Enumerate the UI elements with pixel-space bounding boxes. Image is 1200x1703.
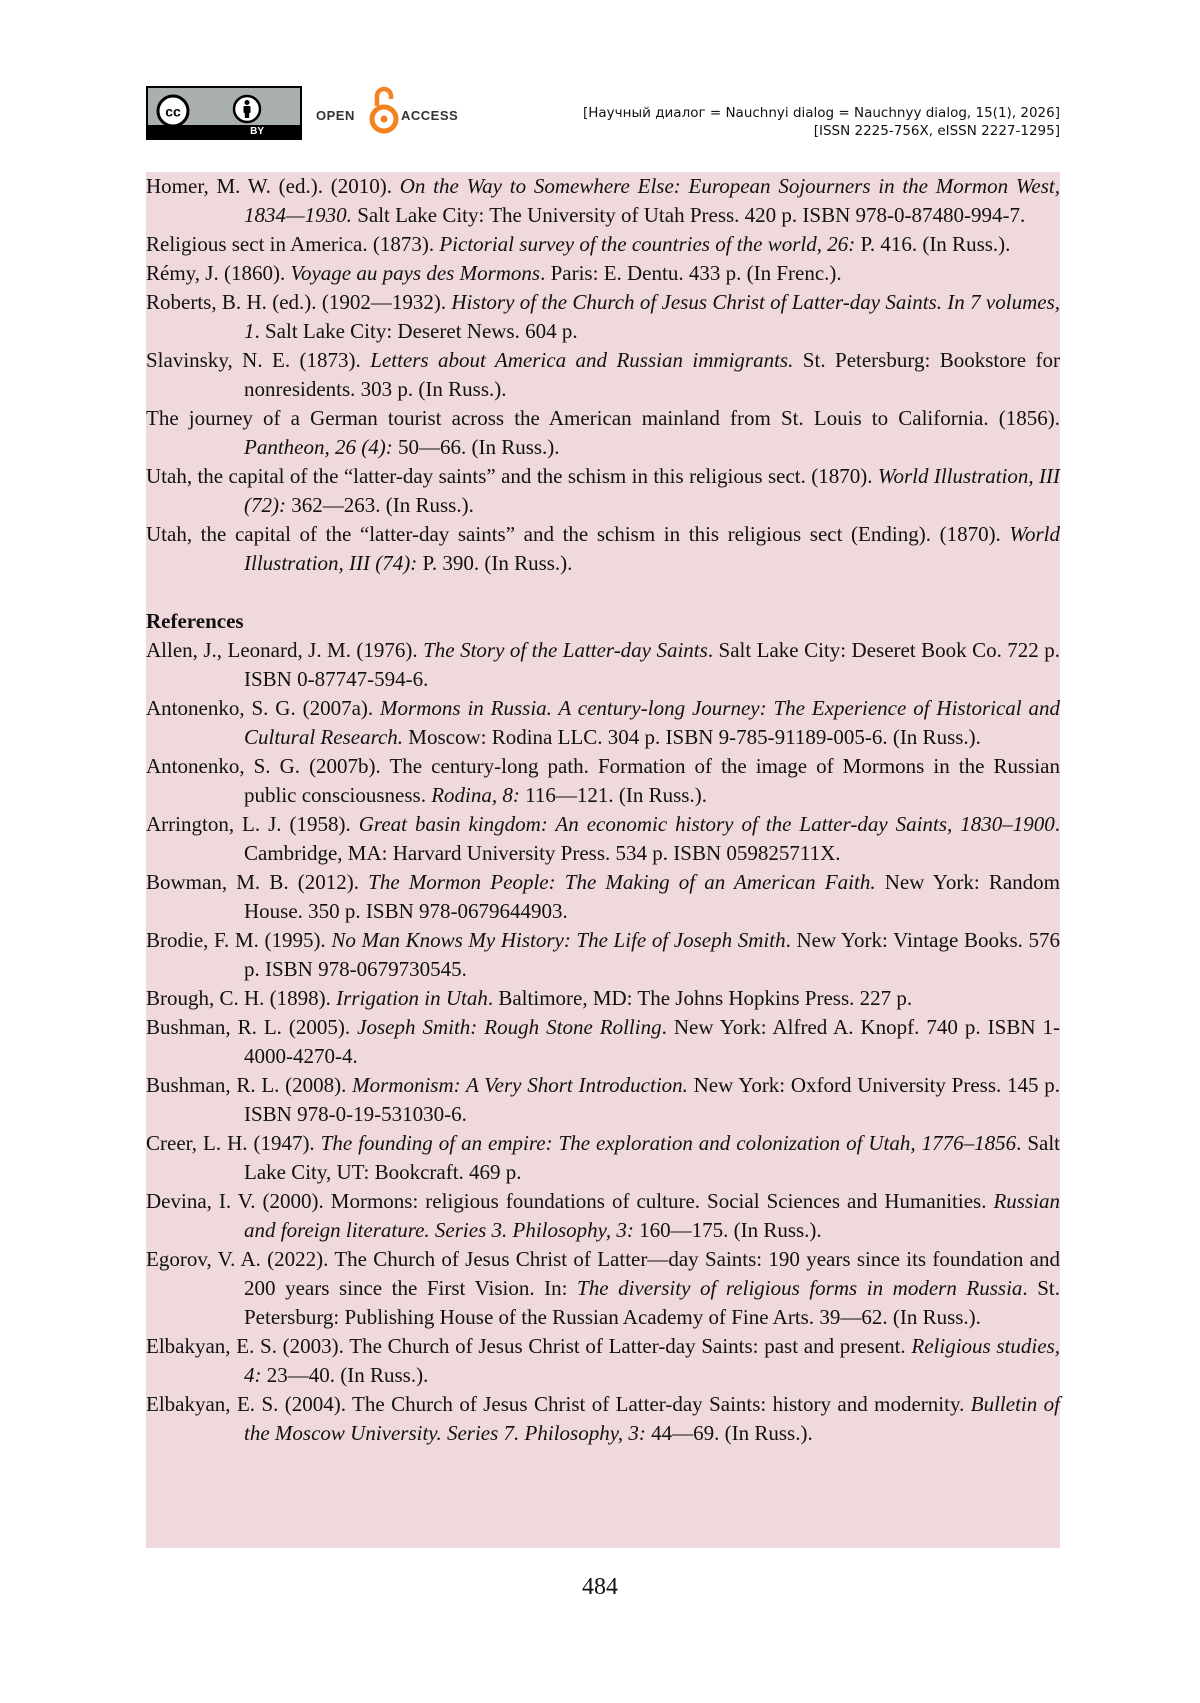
reference-details: Moscow: Rodina LLC. 304 p. ISBN 9-785-91189-005-6. (In Russ.). <box>403 725 981 749</box>
reference-text: The journey of a German tourist across the American mainland from St. Louis to California. (1856). <box>146 406 1060 430</box>
reference-text: Bushman, R. L. (2008). <box>146 1073 353 1097</box>
reference-text: Antonenko, S. G. (2007b). The century-long path. Formation of the image of Mormons in the Russian public consciousness. <box>146 754 1060 807</box>
reference-text: Egorov, V. A. (2022). The Church of Jesus Christ of Latter—day Saints: 190 years since its foundation and 200 years since the First Vision. In: <box>146 1247 1060 1300</box>
reference-details: New York: Random House. 350 p. ISBN 978-0679644903. <box>244 870 1060 923</box>
reference-details: 116—121. (In Russ.). <box>519 783 707 807</box>
reference-text: Bowman, M. B. (2012). <box>146 870 369 894</box>
reference-text: Arrington, L. J. (1958). <box>146 812 359 836</box>
page-header <box>146 84 1060 144</box>
reference-text: Creer, L. H. (1947). <box>146 1131 321 1155</box>
reference-details: . Salt Lake City: Deseret Book Co. 722 p. ISBN 0-87747-594-6. <box>244 638 1061 691</box>
reference-italic-title: Mormons in Russia. A century-long Journey: The Experience of Historical and Cultural Research. <box>244 696 1060 749</box>
reference-details: 160—175. (In Russ.). <box>633 1218 822 1242</box>
reference-text: Brodie, F. M. (1995). <box>146 928 332 952</box>
reference-text: Homer, M. W. (ed.). (2010). <box>146 174 400 198</box>
license-band <box>148 125 300 138</box>
reference-text: Religious sect in America. (1873). <box>146 232 440 256</box>
reference-details: Salt Lake City: The University of Utah Press. 420 p. ISBN 978-0-87480-994-7. <box>351 203 1026 227</box>
reference-details: 50—66. (In Russ.). <box>392 435 560 459</box>
reference-text: Devina, I. V. (2000). Mormons: religious foundations of culture. Social Sciences and Humanities. <box>146 1189 994 1213</box>
journal-citation-line: [Научный диалог = Nauchnyi dialog = Nauchnyy dialog, 15(1), 2026] <box>582 105 1060 121</box>
reference-italic-title: Religious studies, 4: <box>244 1334 1060 1387</box>
reference-text: Brough, C. H. (1898). <box>146 986 337 1010</box>
reference-italic-title: Pictorial survey of the countries of the world, 26: <box>439 232 856 256</box>
reference-entry <box>146 1390 1060 1448</box>
attribution-icon <box>232 94 262 124</box>
reference-details: P. 416. (In Russ.). <box>855 232 1011 256</box>
reference-italic-title: The diversity of religious forms in modern Russia <box>577 1276 1023 1300</box>
reference-entry <box>146 462 1060 520</box>
reference-italic-title: Voyage au pays des Mormons <box>290 261 541 285</box>
reference-italic-title: Great basin kingdom: An economic history of the Latter-day Saints, 1830–1900 <box>358 812 1055 836</box>
open-access-lock-icon <box>368 84 400 136</box>
reference-details: . Cambridge, MA: Harvard University Press. 534 p. ISBN 059825711X. <box>244 812 1060 865</box>
reference-italic-title: World Illustration, III (74): <box>244 522 1060 575</box>
reference-details: . Salt Lake City, UT: Bookcraft. 469 p. <box>244 1131 1060 1184</box>
reference-details: 44—69. (In Russ.). <box>645 1421 813 1445</box>
page-number: 484 <box>582 1574 618 1600</box>
sources-list-continued <box>146 172 1060 578</box>
reference-details: . Paris: E. Dentu. 433 p. (In Frenc.). <box>540 261 842 285</box>
reference-entry <box>146 636 1060 694</box>
journal-citation <box>583 104 1060 140</box>
reference-entry <box>146 984 1060 1013</box>
reference-italic-title: The Mormon People: The Making of an American Faith. <box>368 870 876 894</box>
reference-entry <box>146 694 1060 752</box>
cc-by-license-badge[interactable] <box>146 86 302 140</box>
reference-italic-title: Russian and foreign literature. Series 3. Philosophy, 3: <box>244 1189 1060 1242</box>
svg-text:cc: cc <box>165 103 181 120</box>
reference-entry <box>146 172 1060 230</box>
reference-italic-title: Mormonism: A Very Short Introduction. <box>352 1073 688 1097</box>
reference-details: 23—40. (In Russ.). <box>261 1363 429 1387</box>
reference-details: . St. Petersburg: Publishing House of the Russian Academy of Fine Arts. 39—62. (In Russ.). <box>244 1276 1060 1329</box>
reference-details: New York: Oxford University Press. 145 p. ISBN 978-0-19-531030-6. <box>244 1073 1060 1126</box>
reference-entry <box>146 810 1060 868</box>
reference-details: St. Petersburg: Bookstore for nonresidents. 303 p. (In Russ.). <box>244 348 1060 401</box>
reference-entry <box>146 259 1060 288</box>
reference-entry <box>146 230 1060 259</box>
references-heading: References <box>146 609 244 633</box>
reference-entry <box>146 520 1060 578</box>
reference-text: Bushman, R. L. (2005). <box>146 1015 358 1039</box>
open-access-open-text: OPEN <box>316 108 355 123</box>
reference-italic-title: Rodina, 8: <box>431 783 520 807</box>
references-list <box>146 636 1060 1448</box>
reference-entry <box>146 1187 1060 1245</box>
reference-entry <box>146 288 1060 346</box>
license-by-label: BY <box>250 126 264 137</box>
reference-details: . Baltimore, MD: The Johns Hopkins Press. 227 p. <box>487 986 913 1010</box>
reference-italic-title: Bulletin of the Moscow University. Series 7. Philosophy, 3: <box>244 1392 1060 1445</box>
reference-entry <box>146 1245 1060 1332</box>
reference-italic-title: No Man Knows My History: The Life of Joseph Smith <box>331 928 786 952</box>
section-spacer <box>146 578 1060 607</box>
reference-details: P. 390. (In Russ.). <box>417 551 573 575</box>
reference-entry <box>146 926 1060 984</box>
creative-commons-icon <box>156 94 190 128</box>
reference-italic-title: History of the Church of Jesus Christ of Latter-day Saints. In 7 volumes, 1 <box>244 290 1060 343</box>
reference-italic-title: World Illustration, III (72): <box>244 464 1060 517</box>
reference-entry <box>146 346 1060 404</box>
reference-entry <box>146 1071 1060 1129</box>
reference-text: Rémy, J. (1860). <box>146 261 291 285</box>
reference-text: Utah, the capital of the “latter-day saints” and the schism in this religious sect. (1870). <box>146 464 878 488</box>
reference-text: Elbakyan, E. S. (2004). The Church of Jesus Christ of Latter-day Saints: history and modernity. <box>146 1392 971 1416</box>
reference-text: Roberts, B. H. (ed.). (1902—1932). <box>146 290 452 314</box>
reference-entry <box>146 752 1060 810</box>
reference-italic-title: On the Way to Somewhere Else: European Sojourners in the Mormon West, 1834—1930. <box>244 174 1060 227</box>
reference-entry <box>146 1332 1060 1390</box>
reference-entry <box>146 1013 1060 1071</box>
reference-italic-title: Joseph Smith: Rough Stone Rolling <box>357 1015 662 1039</box>
reference-italic-title: Letters about America and Russian immigrants. <box>370 348 794 372</box>
open-access-access-text: ACCESS <box>401 108 459 123</box>
reference-details: 362—263. (In Russ.). <box>285 493 474 517</box>
reference-italic-title: Irrigation in Utah <box>336 986 488 1010</box>
reference-details: . New York: Vintage Books. 576 p. ISBN 978-0679730545. <box>244 928 1060 981</box>
reference-text: Antonenko, S. G. (2007a). <box>146 696 381 720</box>
issn-line: [ISSN 2225-756X, eISSN 2227-1295] <box>813 123 1060 139</box>
reference-entry <box>146 868 1060 926</box>
reference-italic-title: The founding of an empire: The exploration and colonization of Utah, 1776–1856 <box>320 1131 1017 1155</box>
reference-text: Slavinsky, N. E. (1873). <box>146 348 371 372</box>
reference-text: Elbakyan, E. S. (2003). The Church of Jesus Christ of Latter-day Saints: past and present. <box>146 1334 912 1358</box>
reference-entry <box>146 1129 1060 1187</box>
open-access-logo <box>316 84 466 140</box>
reference-italic-title: The Story of the Latter-day Saints <box>423 638 708 662</box>
reference-entry <box>146 404 1060 462</box>
reference-text: Allen, J., Leonard, J. M. (1976). <box>146 638 424 662</box>
reference-text: Utah, the capital of the “latter-day saints” and the schism in this religious sect (Ending). (1870). <box>146 522 1010 546</box>
references-content <box>146 172 1060 1548</box>
reference-italic-title: Pantheon, 26 (4): <box>244 435 393 459</box>
reference-details: . Salt Lake City: Deseret News. 604 p. <box>254 319 578 343</box>
reference-details: . New York: Alfred A. Knopf. 740 p. ISBN 1-4000-4270-4. <box>244 1015 1061 1068</box>
